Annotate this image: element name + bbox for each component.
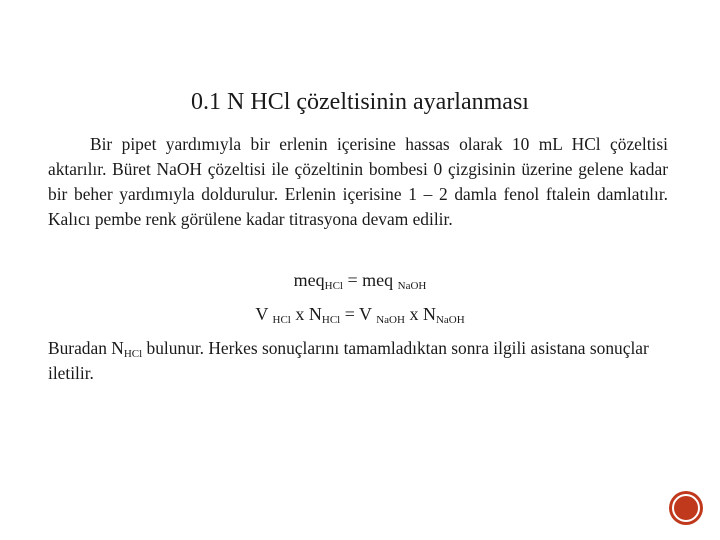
result-subscript: HCl [123, 348, 143, 360]
eq2-x2: x N [404, 304, 436, 324]
eq2-v1: V [255, 304, 273, 324]
circle-nav-icon [668, 490, 704, 526]
slide-title: 0.1 N HCl çözeltisinin ayarlanması [191, 89, 529, 115]
eq1-lhs-subscript: HCl [324, 280, 343, 292]
equation-meq [0, 268, 720, 292]
eq2-v2-subscript: NaOH [376, 314, 405, 326]
eq2-v1-subscript: HCl [272, 314, 291, 326]
slide-nav-button[interactable] [668, 490, 704, 526]
eq2-n1-subscript: HCl [321, 314, 341, 326]
eq2-equals: = V [340, 304, 377, 324]
result-paragraph [48, 336, 678, 386]
eq1-lhs: meq [293, 270, 325, 290]
result-after: bulunur. Herkes sonuçlarını tamamladıktan sonra ilgili asistana sonuçlar iletilir. [48, 338, 649, 383]
eq2-n2-subscript: NaOH [435, 314, 465, 326]
eq1-rhs-subscript: NaOH [397, 280, 427, 292]
eq1-equals: = meq [342, 270, 398, 290]
eq2-x1: x N [290, 304, 322, 324]
procedure-paragraph: Bir pipet yardımıyla bir erlenin içerisine hassas olarak 10 mL HCl çözeltisi aktarılır. Büret NaOH çözeltisi ile çözeltinin bombesi 0 çizgisinin üzerine gelene kadar bir beher yardımıyla doldurulur. Erlenin içerisine 1 – 2 damla fenol ftalein damlatılır. Kalıcı pembe renk görülene kadar titrasyona devam edilir. [48, 134, 668, 229]
equation-volume-normality [0, 302, 720, 326]
result-before: Buradan N [48, 338, 124, 358]
